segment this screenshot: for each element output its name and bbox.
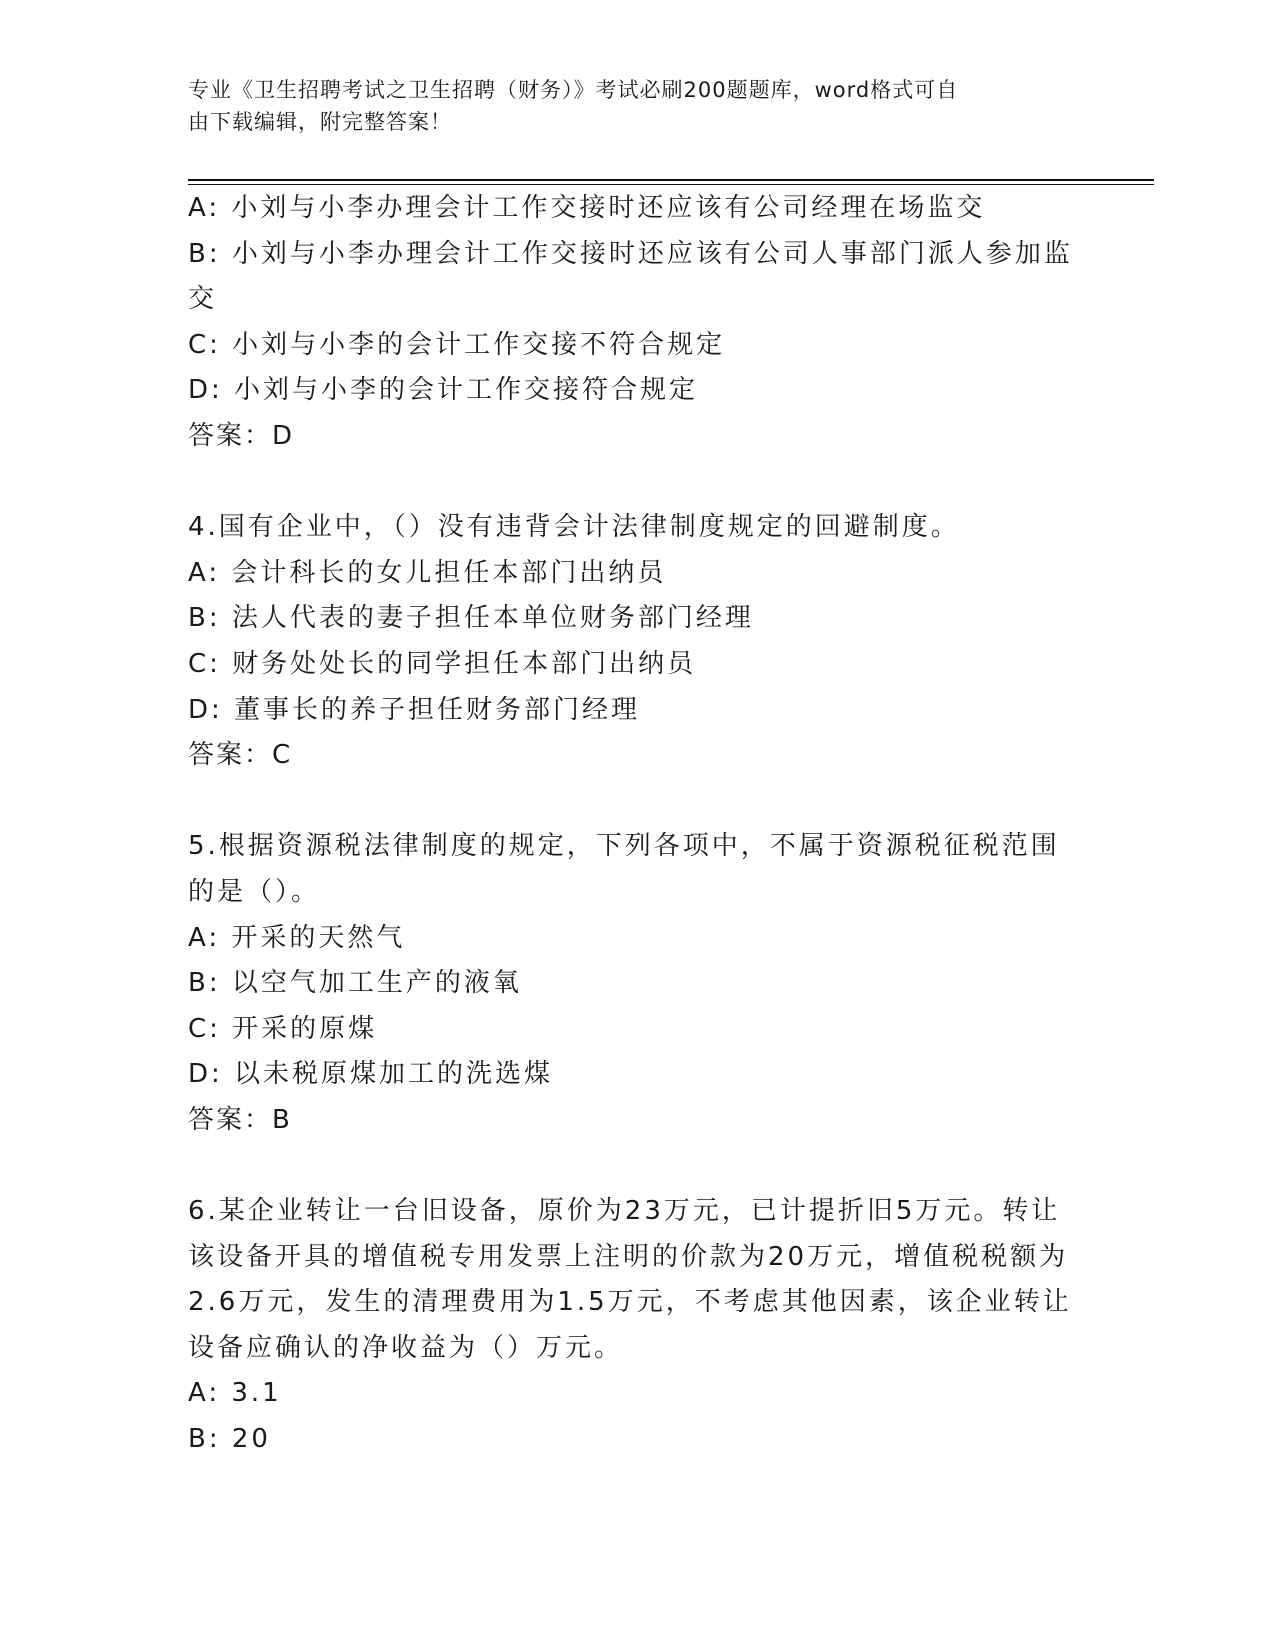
spacer bbox=[188, 779, 1088, 825]
option-a: A: 3.1 bbox=[188, 1378, 282, 1409]
answer: 答案：B bbox=[188, 1104, 292, 1135]
option-d: D: 以未税原煤加工的洗选煤 bbox=[188, 1059, 554, 1090]
header-divider-thin bbox=[188, 184, 1154, 185]
option-c: C: 财务处处长的同学担任本部门出纳员 bbox=[188, 648, 697, 679]
question-list bbox=[188, 186, 1088, 1463]
option-a: A: 小刘与小李办理会计工作交接时还应该有公司经理在场监交 bbox=[188, 193, 986, 223]
spacer bbox=[188, 1143, 1088, 1189]
option-a: A: 开采的天然气 bbox=[188, 922, 406, 953]
question-stem: 5.根据资源税法律制度的规定，下列各项中，不属于资源税征税范围 bbox=[188, 831, 1060, 862]
question-stem-wrap: 设备应确认的净收益为（）万元。 bbox=[188, 1332, 624, 1363]
question-stem: 6.某企业转让一台旧设备，原价为23万元，已计提折旧5万元。转让 bbox=[188, 1196, 1061, 1227]
option-b: B: 法人代表的妻子担任本单位财务部门经理 bbox=[188, 603, 754, 634]
option-a: A: 会计科长的女儿担任本部门出纳员 bbox=[188, 557, 667, 588]
question-4 bbox=[188, 505, 1088, 779]
question-5 bbox=[188, 824, 1088, 1143]
option-b: B: 小刘与小李办理会计工作交接时还应该有公司人事部门派人参加监 bbox=[188, 238, 1073, 269]
question-stem-wrap: 该设备开具的增值税专用发票上注明的价款为20万元，增值税税额为 bbox=[188, 1241, 1069, 1272]
question-3-continued bbox=[188, 186, 1088, 460]
option-d: D: 小刘与小李的会计工作交接符合规定 bbox=[188, 375, 699, 406]
answer: 答案：C bbox=[188, 740, 293, 771]
option-d: D: 董事长的养子担任财务部门经理 bbox=[188, 694, 641, 725]
question-stem-wrap: 的是（）。 bbox=[188, 876, 321, 907]
answer: 答案：D bbox=[188, 420, 295, 451]
option-b: B: 以空气加工生产的液氧 bbox=[188, 968, 522, 999]
question-stem-wrap: 2.6万元，发生的清理费用为1.5万元，不考虑其他因素，该企业转让 bbox=[188, 1287, 1072, 1318]
option-b-wrap: 交 bbox=[188, 284, 218, 315]
header-divider-thick bbox=[188, 179, 1154, 181]
header-line-1: 专业《卫生招聘考试之卫生招聘（财务）》考试必刷200题题库，word格式可自 bbox=[188, 78, 959, 102]
option-b: B: 20 bbox=[188, 1424, 271, 1455]
option-c: C: 开采的原煤 bbox=[188, 1013, 378, 1044]
header-line-2: 由下载编辑，附完整答案！ bbox=[188, 110, 452, 134]
spacer bbox=[188, 460, 1088, 506]
document-header bbox=[188, 74, 1068, 138]
question-6 bbox=[188, 1189, 1088, 1463]
option-c: C: 小刘与小李的会计工作交接不符合规定 bbox=[188, 329, 726, 360]
question-stem: 4.国有企业中，（）没有违背会计法律制度规定的回避制度。 bbox=[188, 512, 960, 543]
